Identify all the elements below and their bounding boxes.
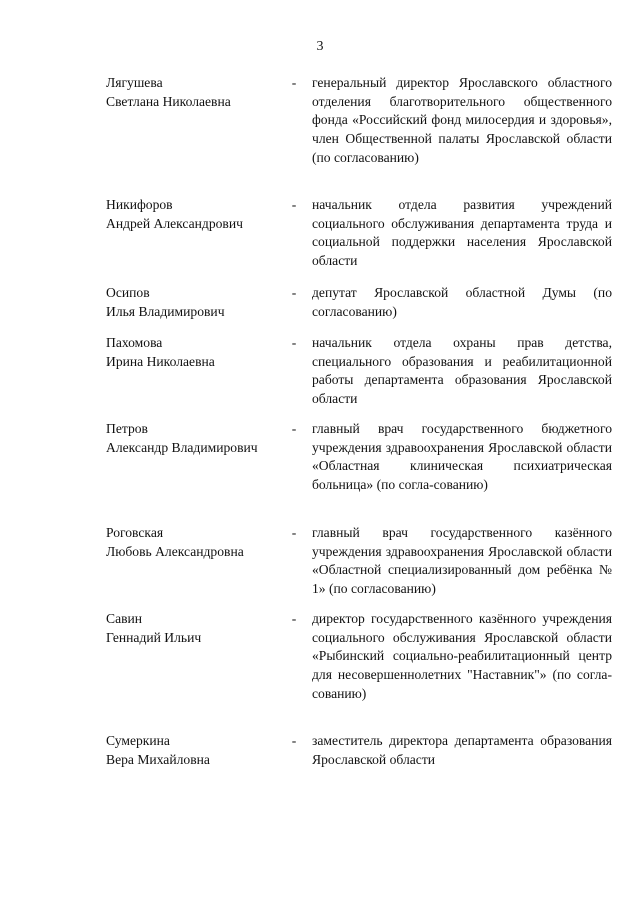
member-given-names: Светлана Николаевна — [106, 93, 231, 109]
member-surname: Савин — [106, 611, 143, 626]
member-position: главный врач государственного казённого учреждения здравоохранения Ярославской области «Областной специализированный дом ребёнка № 1» (по согласованию) — [312, 525, 612, 597]
member-position: начальник отдела охраны прав детства, специального образования и реабилитационной работы департамента образования Ярославской области — [312, 335, 612, 407]
member-name — [106, 284, 286, 321]
member-name — [106, 420, 286, 457]
member-given-names: Андрей Александрович — [106, 215, 243, 231]
member-surname: Роговская — [106, 525, 164, 540]
member-position: заместитель директора департамента образования Ярославской области — [312, 733, 612, 767]
separator-dash: - — [291, 197, 297, 212]
member-name — [106, 610, 286, 647]
member-name — [106, 524, 286, 561]
separator-dash: - — [291, 285, 297, 300]
member-position: генеральный директор Ярославского областного отделения благотворительного общественного фонда «Российский фонд милосердия и здоровья», член Общественной палаты Ярославской области (по согласованию) — [312, 75, 612, 165]
member-surname: Сумеркина — [106, 733, 170, 748]
member-surname: Никифоров — [106, 197, 173, 212]
member-position: директор государственного казённого учреждения социального обслуживания Ярославской области «Рыбинский социально-реабилитационный центр для несовершеннолетних "Наставник"» (по согла-сованию) — [312, 611, 612, 701]
member-given-names: Геннадий Ильич — [106, 629, 202, 645]
member-given-names: Любовь Александровна — [106, 543, 244, 559]
page-number: 3 — [316, 39, 324, 54]
member-surname: Осипов — [106, 285, 150, 300]
member-position: депутат Ярославской областной Думы (по согласованию) — [312, 285, 612, 319]
member-surname: Петров — [106, 421, 148, 436]
separator-dash: - — [291, 525, 297, 540]
member-given-names: Александр Владимирович — [106, 439, 258, 455]
member-name — [106, 196, 286, 233]
separator-dash: - — [291, 75, 297, 90]
member-name — [106, 732, 286, 769]
member-surname: Лягушева — [106, 75, 163, 90]
member-name — [106, 74, 286, 111]
member-given-names: Илья Владимирович — [106, 303, 225, 319]
member-given-names: Ирина Николаевна — [106, 353, 215, 369]
separator-dash: - — [291, 335, 297, 350]
member-name — [106, 334, 286, 371]
separator-dash: - — [291, 421, 297, 436]
member-position: главный врач государственного бюджетного учреждения здравоохранения Ярославской области «Областная клиническая психиатрическая больница» (по согла-сованию) — [312, 421, 612, 493]
separator-dash: - — [291, 611, 297, 626]
member-position: начальник отдела развития учреждений социального обслуживания департамента труда и социальной поддержки населения Ярославской области — [312, 197, 612, 269]
member-surname: Пахомова — [106, 335, 163, 350]
separator-dash: - — [291, 733, 297, 748]
member-given-names: Вера Михайловна — [106, 751, 210, 767]
